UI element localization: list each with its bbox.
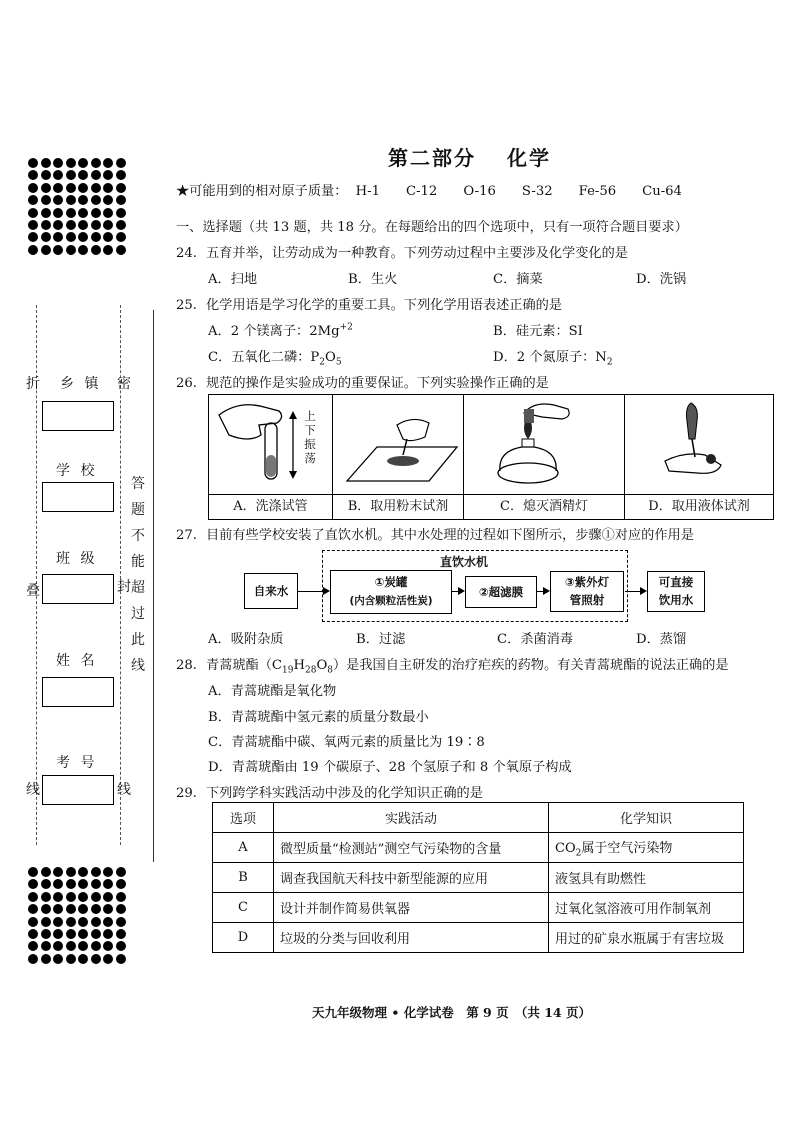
binding-solid-line — [153, 310, 154, 862]
table-row: A 微型质量“检测站”测空气污染物的含量 $CO_2$属于空气污染物 — [213, 833, 744, 863]
q24-option-a: A．扫地 — [208, 272, 258, 287]
binding-dot — [41, 208, 51, 218]
binding-dot — [66, 170, 76, 180]
binding-dot — [78, 929, 88, 939]
q28-option-c: C．青蒿琥酯中碳、氧两元素的质量比为 19∶8 — [208, 735, 485, 750]
atomic-masses-label: ★可能用到的相对原子质量： — [176, 184, 348, 199]
binding-dot — [66, 892, 76, 902]
binding-dot — [103, 232, 113, 242]
seal-top-label: 密 — [117, 376, 131, 392]
binding-dot — [103, 904, 113, 914]
binding-dot — [91, 208, 101, 218]
binding-dot — [53, 917, 63, 927]
binding-dot — [53, 867, 63, 877]
ultrafiltration-box: ②超滤膜 — [465, 576, 537, 608]
atomic-mass-item: Fe-56 — [578, 184, 617, 199]
binding-dot — [116, 183, 126, 193]
binding-dot — [103, 245, 113, 255]
lab-operations-figure — [208, 394, 774, 520]
q24-option-b: B．生火 — [348, 272, 398, 287]
page-footer: 天九年级物理 • 化学试卷 第 9 页 （共 14 页） — [312, 1005, 591, 1020]
line-right-label: 线 — [117, 782, 131, 798]
binding-dot — [78, 245, 88, 255]
binding-dot — [78, 892, 88, 902]
uv-lamp-box: ③紫外灯 管照射 — [550, 571, 624, 612]
q27-option-b: B．过滤 — [356, 632, 406, 647]
binding-dot — [116, 954, 126, 964]
binding-dot — [41, 245, 51, 255]
town-input-box[interactable] — [42, 401, 114, 431]
binding-dot — [41, 904, 51, 914]
binding-dot — [78, 170, 88, 180]
binding-dot — [78, 220, 88, 230]
q28-option-a: A．青蒿琥酯是氧化物 — [208, 684, 337, 699]
binding-dot — [28, 929, 38, 939]
binding-dot — [66, 954, 76, 964]
binding-dot — [53, 879, 63, 889]
q27-option-d: D．蒸馏 — [636, 632, 687, 647]
atomic-masses — [176, 180, 682, 199]
binding-dot — [41, 954, 51, 964]
class-label: 班 级 — [56, 551, 95, 567]
binding-dot — [116, 879, 126, 889]
binding-dot — [41, 158, 51, 168]
binding-dot — [91, 954, 101, 964]
binding-dot — [91, 879, 101, 889]
binding-dot — [41, 867, 51, 877]
binding-dot — [53, 892, 63, 902]
binding-dot — [91, 892, 101, 902]
binding-dot — [66, 867, 76, 877]
binding-dot — [66, 904, 76, 914]
atomic-mass-item: O-16 — [463, 184, 496, 199]
op-d: D．取用液体试剂 — [625, 395, 773, 519]
binding-dot — [78, 208, 88, 218]
q25-option-c: C．五氧化二磷：$P_2O_5$ — [208, 350, 342, 368]
q25-option-a: A．2 个镁离子：$2Mg^{+2}$ — [208, 322, 353, 339]
binding-dot — [53, 208, 63, 218]
binding-dot — [103, 195, 113, 205]
q25-option-d: D．2 个氮原子：$N_2$ — [493, 350, 613, 368]
carbon-tank-box: ①炭罐 (内含颗粒活性炭) — [330, 570, 452, 614]
q28-option-b: B．青蒿琥酯中氢元素的质量分数最小 — [208, 710, 429, 725]
binding-dot — [78, 867, 88, 877]
binding-dot — [66, 917, 76, 927]
binding-dot — [28, 170, 38, 180]
binding-dot — [78, 158, 88, 168]
binding-dot — [41, 170, 51, 180]
binding-dot — [28, 892, 38, 902]
binding-dot — [41, 941, 51, 951]
page-title: 第二部分 化学 — [388, 146, 551, 170]
powder-reagent-illustration — [333, 395, 463, 489]
binding-dot — [41, 232, 51, 242]
question-28-stem: 28. 青蒿琥酯$(C_{19}H_{28}O_8)$是我国自主研发的治疗疟疾的药物。有关青蒿琥酯的说法正确的是 — [176, 658, 729, 676]
binding-dot — [91, 158, 101, 168]
liquid-dropper-illustration — [625, 395, 773, 489]
seal-label: 封 — [117, 579, 131, 595]
binding-dot — [66, 941, 76, 951]
binding-dot — [78, 232, 88, 242]
binding-dot — [116, 158, 126, 168]
binding-dot — [103, 170, 113, 180]
q28-option-d: D．青蒿琥酯由 19 个碳原子、28 个氢原子和 8 个氧原子构成 — [208, 760, 572, 775]
binding-dot — [91, 220, 101, 230]
binding-dot — [91, 195, 101, 205]
binding-dot — [41, 879, 51, 889]
binding-dot — [78, 195, 88, 205]
binding-dot — [91, 941, 101, 951]
q24-option-c: C．摘菜 — [493, 272, 543, 287]
binding-dot — [28, 183, 38, 193]
binding-dot — [103, 220, 113, 230]
binding-dot — [66, 232, 76, 242]
binding-dot — [91, 867, 101, 877]
tap-water-box: 自来水 — [244, 573, 298, 609]
question-26-stem: 26. 规范的操作是实验成功的重要保证。下列实验操作正确的是 — [176, 376, 549, 391]
binding-dot — [78, 941, 88, 951]
binding-dot — [53, 929, 63, 939]
binding-dot — [78, 917, 88, 927]
table-header-row: 选项 实践活动 化学知识 — [213, 803, 744, 833]
binding-dot — [28, 220, 38, 230]
binding-dot — [41, 929, 51, 939]
binding-dot — [103, 954, 113, 964]
binding-dot — [116, 904, 126, 914]
town-label: 乡 镇 — [60, 376, 99, 392]
binding-dot — [78, 954, 88, 964]
flow-arrow-1 — [298, 591, 328, 592]
binding-dot — [103, 941, 113, 951]
binding-dot — [66, 208, 76, 218]
binding-dot — [53, 220, 63, 230]
dot-grid-top — [28, 158, 128, 255]
question-29-stem: 29. 下列跨学科实践活动中涉及的化学知识正确的是 — [176, 786, 483, 801]
op-a: 上下振荡 A．洗涤试管 — [209, 395, 333, 519]
flow-arrow-3 — [537, 591, 548, 592]
atomic-mass-item: C-12 — [406, 184, 438, 199]
binding-dot — [28, 867, 38, 877]
binding-dot — [66, 879, 76, 889]
binding-dot — [103, 917, 113, 927]
binding-dot — [91, 929, 101, 939]
table-row: B 调查我国航天科技中新型能源的应用 液氢具有助燃性 — [213, 863, 744, 893]
binding-dot — [103, 208, 113, 218]
binding-dot — [28, 208, 38, 218]
binding-dot — [91, 183, 101, 193]
binding-dot — [116, 232, 126, 242]
binding-dot — [28, 232, 38, 242]
binding-dot — [28, 904, 38, 914]
binding-dot — [41, 892, 51, 902]
binding-dot — [116, 195, 126, 205]
binding-dot — [103, 158, 113, 168]
fold-label: 折 — [26, 376, 40, 392]
binding-dot — [28, 954, 38, 964]
binding-dot — [53, 183, 63, 193]
flow-arrow-2 — [452, 591, 463, 592]
binding-dot — [91, 245, 101, 255]
line-left-label: 线 — [26, 782, 40, 798]
binding-dot — [28, 158, 38, 168]
class-input-box[interactable] — [42, 574, 114, 604]
name-label: 姓 名 — [56, 653, 95, 669]
name-input-box[interactable] — [42, 677, 114, 707]
binding-dot — [41, 183, 51, 193]
op-c: C．熄灭酒精灯 — [464, 395, 625, 519]
binding-dot — [91, 917, 101, 927]
binding-dot — [28, 917, 38, 927]
binding-dot — [66, 245, 76, 255]
binding-dot — [116, 220, 126, 230]
binding-dot — [103, 929, 113, 939]
school-label: 学 校 — [56, 463, 95, 479]
binding-dot — [53, 954, 63, 964]
binding-dot — [91, 232, 101, 242]
binding-dot — [116, 941, 126, 951]
binding-dot — [116, 892, 126, 902]
binding-dot — [116, 208, 126, 218]
water-machine-label: 直饮水机 — [440, 555, 489, 569]
table-row: D 垃圾的分类与回收利用 用过的矿泉水瓶属于有害垃圾 — [213, 923, 744, 953]
binding-dot — [66, 220, 76, 230]
exam-no-input-box[interactable] — [42, 775, 114, 805]
binding-dot — [103, 183, 113, 193]
binding-dot — [28, 879, 38, 889]
dot-grid-bottom — [28, 867, 128, 964]
binding-dot — [53, 195, 63, 205]
binding-dot — [53, 941, 63, 951]
binding-dot — [91, 904, 101, 914]
binding-dot — [103, 867, 113, 877]
q25-option-b: B．硅元素：SI — [493, 324, 583, 339]
flow-arrow-4 — [625, 591, 645, 592]
binding-dot — [41, 220, 51, 230]
q27-option-c: C．杀菌消毒 — [497, 632, 574, 647]
binding-dot — [41, 195, 51, 205]
binding-notice: 答题不能超过此线 — [131, 476, 145, 674]
binding-dot — [53, 158, 63, 168]
op-b: B．取用粉末试剂 — [333, 395, 464, 519]
binding-dot — [53, 170, 63, 180]
binding-dot — [66, 158, 76, 168]
binding-dot — [41, 917, 51, 927]
binding-dot — [28, 195, 38, 205]
section-heading: 一、选择题（共 13 题，共 18 分。在每题给出的四个选项中，只有一项符合题目要求） — [176, 220, 688, 235]
binding-dot — [66, 183, 76, 193]
binding-dot — [78, 183, 88, 193]
question-27-stem: 27. 目前有些学校安装了直饮水机。其中水处理的过程如下图所示，步骤①对应的作用是 — [176, 528, 694, 543]
drinkable-water-box: 可直接 饮用水 — [647, 571, 705, 612]
binding-dot — [116, 929, 126, 939]
binding-dot — [103, 892, 113, 902]
binding-dot — [28, 245, 38, 255]
binding-dot — [66, 929, 76, 939]
binding-dot — [78, 904, 88, 914]
binding-dot — [53, 245, 63, 255]
alcohol-lamp-illustration — [464, 395, 624, 489]
atomic-mass-item: H-1 — [355, 184, 380, 199]
atomic-mass-item: S-32 — [521, 184, 553, 199]
binding-dot — [116, 917, 126, 927]
practice-table — [212, 802, 744, 953]
q27-option-a: A．吸附杂质 — [208, 632, 284, 647]
shake-label: 上下振荡 — [304, 409, 316, 465]
question-24-stem: 24. 五育并举，让劳动成为一种教育。下列劳动过程中主要涉及化学变化的是 — [176, 246, 628, 261]
question-25-stem: 25. 化学用语是学习化学的重要工具。下列化学用语表述正确的是 — [176, 298, 563, 313]
binding-dot — [66, 195, 76, 205]
table-row: C 设计并制作简易供氧器 过氧化氢溶液可用作制氧剂 — [213, 893, 744, 923]
q24-option-d: D．洗锅 — [636, 272, 687, 287]
binding-dot — [116, 170, 126, 180]
binding-dot — [91, 170, 101, 180]
atomic-mass-item: Cu-64 — [642, 184, 682, 199]
school-input-box[interactable] — [42, 482, 114, 512]
exam-no-label: 考 号 — [56, 755, 95, 771]
stack-label: 叠 — [26, 583, 40, 599]
binding-dot — [103, 879, 113, 889]
binding-dot — [28, 941, 38, 951]
binding-dot — [78, 879, 88, 889]
binding-dot — [116, 867, 126, 877]
binding-dot — [116, 245, 126, 255]
atomic-mass-list — [352, 184, 682, 199]
binding-dot — [53, 232, 63, 242]
binding-dot — [53, 904, 63, 914]
